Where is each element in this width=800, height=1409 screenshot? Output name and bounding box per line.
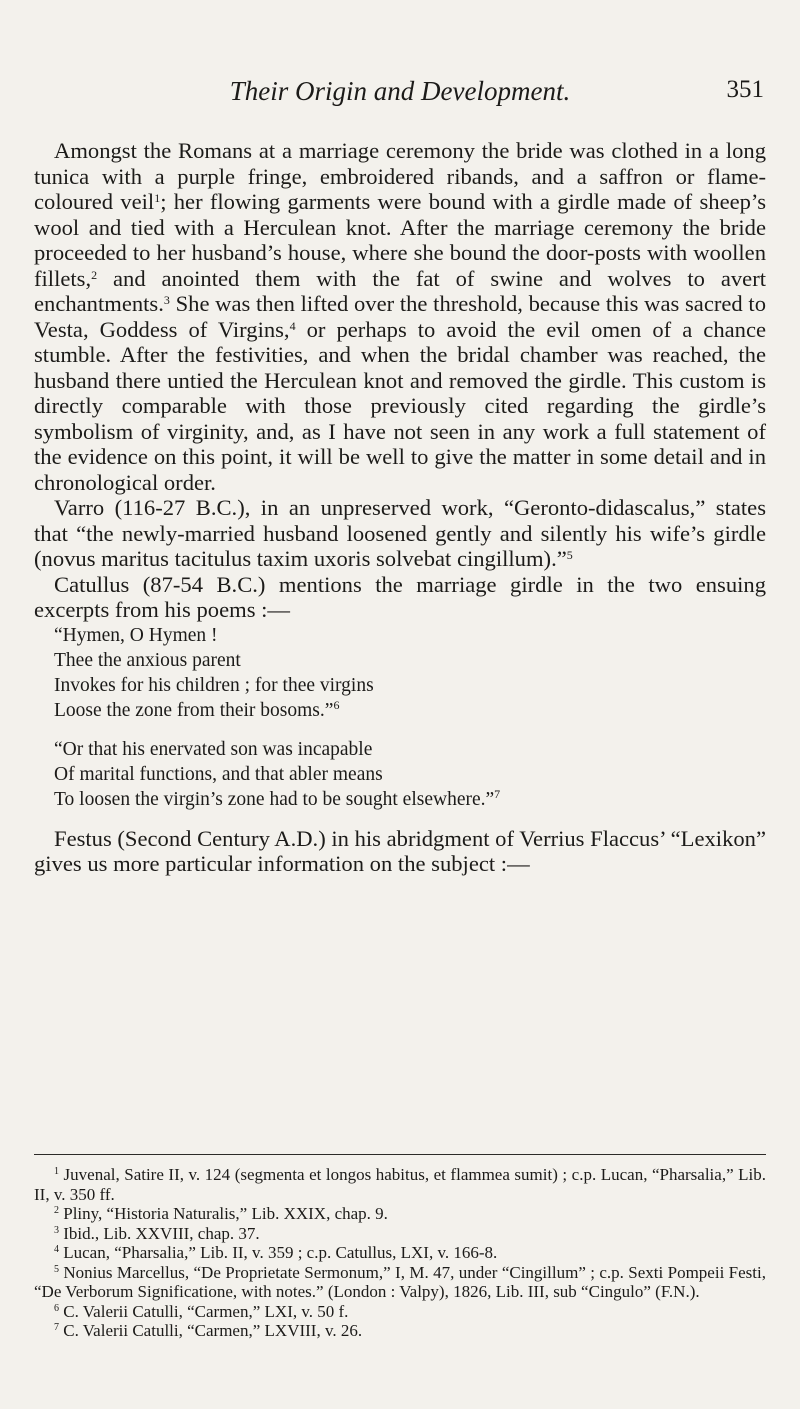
footnote-ref: 4 (289, 318, 296, 333)
running-title: Their Origin and Development. (229, 76, 571, 106)
footnote-ref: 1 (154, 190, 161, 205)
paragraph-festus: Festus (Second Century A.D.) in his abridgment of Verrius Flaccus’ “Lexikon” gives us more particular information on the subject :— (34, 825, 766, 876)
paragraph-varro (34, 495, 766, 572)
body-text (34, 138, 766, 877)
footnote (34, 1302, 766, 1322)
verse-line-last (34, 787, 766, 812)
verse-line: “Hymen, O Hymen ! (54, 624, 218, 646)
paragraph-catullus (34, 572, 766, 623)
footnote-number: 3 (54, 1224, 59, 1236)
footnote (34, 1165, 766, 1204)
text-run: ; her flowing garments were bound with a girdle made of sheep’s wool and tied with a Herculean knot. After the marriage ceremony the bride proceeded to her husband’s house, where she bound the door-posts with woollen fillets, (34, 189, 766, 291)
verse-line-last (34, 698, 766, 723)
page-number: 351 (726, 76, 764, 103)
footnote-text: Nonius Marcellus, “De Proprietate Sermonum,” I, M. 47, under “Cingillum” ; c.p. Sexti Pompeii Festi, “De Verborum Significatione, with notes.” (London : Valpy), 1826, Lib. III, sub “Cingulo” (F.N.). (34, 1262, 766, 1301)
footnotes (34, 1165, 766, 1341)
footnote-ref: 3 (163, 292, 170, 307)
page-header (0, 76, 800, 116)
text-run: She was then lifted over the threshold, because this was sacred to Vesta, Goddess of Virgins, (34, 291, 766, 342)
paragraph-roman-marriage (34, 138, 766, 495)
verse-text: Loose the zone from their bosoms.” (54, 699, 334, 721)
footnote-number: 2 (54, 1205, 59, 1216)
footnote-text: Pliny, “Historia Naturalis,” Lib. XXIX, chap. 9. (63, 1204, 388, 1223)
footnote (34, 1243, 766, 1263)
text-run: Amongst the Romans at a marriage ceremony the bride was clothed in a long tunica with a purple fringe, embroidered ribands, and a saffron or flame-coloured veil (34, 138, 766, 214)
footnote-ref: 5 (566, 547, 573, 562)
footnote-text: C. Valerii Catulli, “Carmen,” LXI, v. 50 f. (63, 1301, 349, 1321)
footnote-ref: 2 (91, 267, 98, 282)
footnote (34, 1321, 766, 1341)
verse-text: To loosen the virgin’s zone had to be sought elsewhere.” (54, 788, 495, 810)
footnote (34, 1263, 766, 1302)
footnote-text: Juvenal, Satire II, v. 124 (segmenta et longos habitus, et flammea sumit) ; c.p. Lucan, “Pharsalia,” Lib. II, v. 350 ff. (34, 1165, 767, 1204)
footnote (34, 1224, 766, 1244)
verse-line: Thee the anxious parent (54, 649, 241, 671)
text-run: or perhaps to avoid the evil omen of a chance stumble. After the festivities, and when the bridal chamber was reached, the husband there untied the Herculean knot and removed the girdle. This custom is directly comparable with those previously cited regarding the girdle’s symbolism of virginity, and, as I have not seen in any work a full statement of the evidence on this point, it will be well to give the matter in some detail and in chronological order. (34, 316, 767, 495)
footnote-number: 7 (54, 1322, 59, 1333)
verse-quotation-2 (34, 737, 766, 812)
footnote-text: C. Valerii Catulli, “Carmen,” LXVIII, v. 26. (63, 1321, 363, 1340)
footnote-text: Ibid., Lib. XXVIII, chap. 37. (63, 1223, 260, 1243)
footnote-ref: 6 (333, 697, 340, 712)
footnote-number: 6 (54, 1302, 59, 1314)
verse-line: “Or that his enervated son was incapable (54, 738, 373, 760)
footnote-number: 5 (54, 1263, 59, 1275)
text-run: Catullus (87-54 B.C.) mentions the marriage girdle in the two ensuing excerpts from his poems :— (34, 571, 766, 622)
footnote-ref: 7 (494, 786, 501, 801)
text-run: and anointed them with the fat of swine and wolves to avert enchantments. (34, 265, 766, 316)
footnote-text: Lucan, “Pharsalia,” Lib. II, v. 359 ; c.p. Catullus, LXI, v. 166-8. (63, 1243, 498, 1262)
verse-line: Of marital functions, and that abler means (54, 763, 383, 785)
footnote-number: 4 (54, 1244, 59, 1255)
verse-line: Invokes for his children ; for thee virgins (54, 674, 374, 696)
text-run: Varro (116-27 B.C.), in an unpreserved work, “Geronto-didascalus,” states that “the newly-married husband loosened gently and silently his wife’s girdle (novus maritus tacitulus taxim uxoris solvebat cingillum).” (34, 495, 766, 571)
footnote-divider (34, 1154, 766, 1155)
footnote-number: 1 (54, 1166, 59, 1177)
footnote (34, 1204, 766, 1224)
verse-quotation-1 (34, 623, 766, 723)
